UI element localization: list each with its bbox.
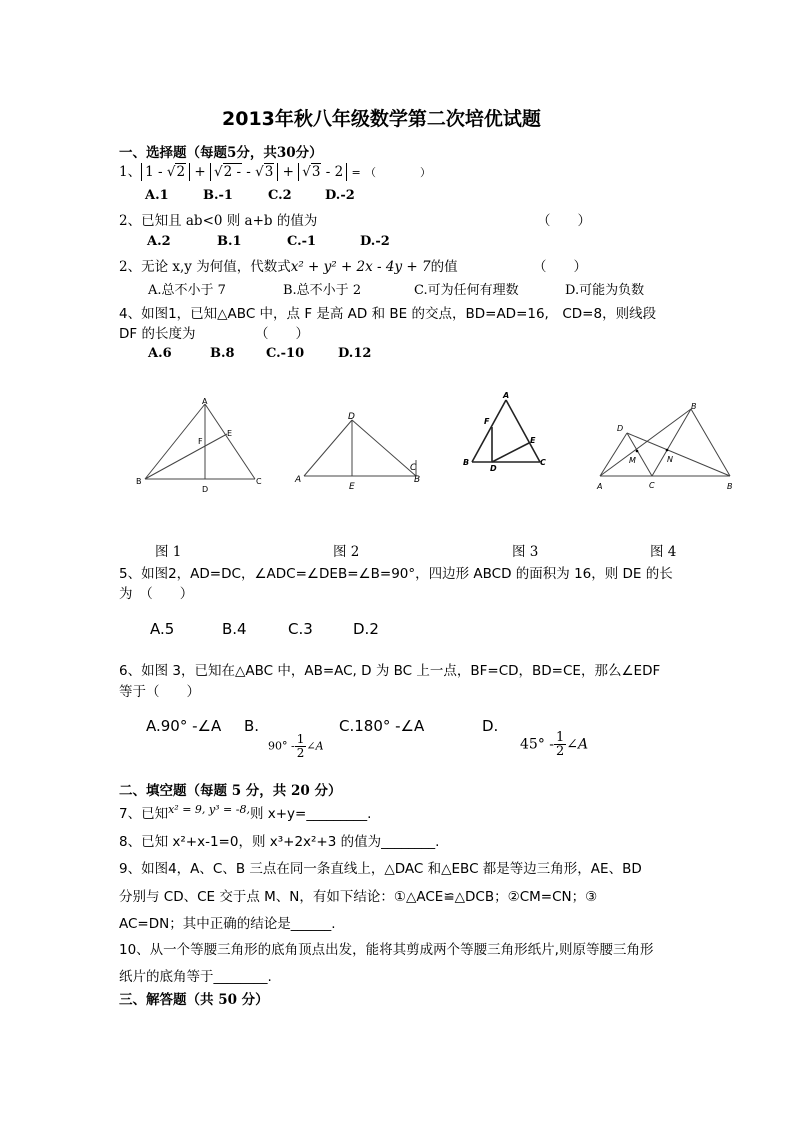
q3-option-a: A.总不小于 7 xyxy=(148,283,226,298)
q6-option-c: C.180° -∠A xyxy=(339,717,425,735)
question-9-line1: 9、如图4，A、C、B 三点在同一条直线上，△DAC 和△EBC 都是等边三角形，AE、BD xyxy=(119,861,642,877)
q1-option-b: B.-1 xyxy=(203,188,233,203)
q2-option-a: A.2 xyxy=(147,234,171,249)
section-answer-heading: 三、解答题（共 50 分） xyxy=(119,992,269,1008)
svg-text:M: M xyxy=(629,456,636,465)
svg-text:E: E xyxy=(530,436,536,445)
question-10-line1: 10、从一个等腰三角形的底角顶点出发，能将其剪成两个等腰三角形纸片,则原等腰三角形 xyxy=(119,942,654,958)
q6-option-d-expr: 45° - $\frac{1}{2}$ ∠A xyxy=(520,730,589,759)
svg-text:F: F xyxy=(484,417,490,426)
svg-text:E: E xyxy=(349,482,355,492)
q2-answer-paren: （ ） xyxy=(537,213,591,229)
svg-text:C: C xyxy=(256,477,262,486)
q4-answer-paren: （ ） xyxy=(255,326,309,342)
svg-text:B: B xyxy=(727,482,733,491)
q3-option-d: D.可能为负数 xyxy=(565,283,645,298)
q2-option-b: B.1 xyxy=(217,234,242,249)
question-2: 2、已知且 ab<0 则 a+b 的值为 xyxy=(119,213,318,229)
figure-4 xyxy=(590,396,740,496)
question-9-line2: 分别与 CD、CE 交于点 M、N，有如下结论：①△ACE≌△DCB；②CM=CN；③ xyxy=(119,889,598,905)
q3-answer-paren: （ ） xyxy=(533,259,587,275)
q2-option-c: C.-1 xyxy=(287,234,317,249)
svg-text:D: D xyxy=(348,412,355,422)
q6-option-a: A.90° -∠A xyxy=(146,717,222,735)
q6-option-b-label: B. xyxy=(244,717,260,735)
question-4-line1: 4、如图1，已知△ABC 中，点 F 是高 AD 和 BE 的交点，BD=AD=16, CD=8，则线段 xyxy=(119,306,657,322)
q6-option-d-label: D. xyxy=(482,717,499,735)
svg-text:C: C xyxy=(410,463,417,473)
q4-option-a: A.6 xyxy=(148,346,172,361)
question-3: 2、无论 x,y 为何值，代数式x² + y² + 2x - 4y + 7的值 xyxy=(119,259,458,275)
section-fill-heading: 二、填空题（每题 5 分，共 20 分） xyxy=(119,783,342,799)
question-10-line2: 纸片的底角等于________. xyxy=(119,969,272,985)
q4-option-d: D.12 xyxy=(338,346,372,361)
q6-option-b-expr: 90° - $\frac{1}{2}$ ∠A xyxy=(268,732,324,760)
svg-text:D: D xyxy=(617,424,624,433)
question-6-line1: 6、如图 3，已知在△ABC 中，AB=AC, D 为 BC 上一点，BF=CD，BD=CE，那么∠EDF xyxy=(119,663,661,679)
svg-text:E: E xyxy=(227,429,233,438)
section-choice-heading: 一、选择题（每题5分，共30分） xyxy=(119,145,323,161)
svg-text:A: A xyxy=(202,397,208,406)
svg-text:A: A xyxy=(597,482,603,491)
figure-3 xyxy=(456,388,556,476)
svg-text:B: B xyxy=(463,458,470,467)
svg-text:D: D xyxy=(202,485,209,494)
figure-2-caption: 图 2 xyxy=(333,544,360,560)
question-1: 1、 1 - √2 + √2 - - √3 + √3 - 2 = （ ） xyxy=(119,164,432,180)
svg-text:A: A xyxy=(295,475,302,485)
q1-option-d: D.-2 xyxy=(325,188,355,203)
svg-text:C: C xyxy=(540,458,546,467)
q5-option-a: A.5 xyxy=(150,620,175,638)
question-4-line2: DF 的长度为 xyxy=(119,326,196,342)
q1-option-a: A.1 xyxy=(145,188,169,203)
question-8: 8、已知 x²+x-1=0，则 x³+2x²+3 的值为________. xyxy=(119,834,440,850)
question-number: 1、 xyxy=(119,164,142,180)
q4-option-c: C.-10 xyxy=(266,346,305,361)
figure-1-caption: 图 1 xyxy=(155,544,182,560)
svg-text:D: D xyxy=(490,464,497,473)
svg-text:B: B xyxy=(691,402,697,411)
question-6-line2: 等于（ ） xyxy=(119,684,200,700)
abs-term-3: √3 - 2 xyxy=(298,163,347,181)
q3-option-c: C.可为任何有理数 xyxy=(414,283,519,298)
figure-1 xyxy=(128,394,268,498)
question-9-line3: AC=DN；其中正确的结论是______. xyxy=(119,916,336,932)
q5-option-b: B.4 xyxy=(222,620,247,638)
abs-term-1: 1 - √2 xyxy=(141,163,190,181)
svg-text:B: B xyxy=(414,475,421,485)
abs-term-2: √2 - - √3 xyxy=(210,163,278,181)
q5-option-c: C.3 xyxy=(288,620,313,638)
svg-text:A: A xyxy=(503,391,510,400)
figure-2 xyxy=(290,408,430,498)
q1-option-c: C.2 xyxy=(268,188,292,203)
q3-option-b: B.总不小于 2 xyxy=(283,283,362,298)
q2-option-d: D.-2 xyxy=(360,234,390,249)
svg-text:B: B xyxy=(136,477,142,486)
q4-option-b: B.8 xyxy=(210,346,235,361)
svg-text:F: F xyxy=(198,437,203,446)
question-5-line1: 5、如图2，AD=DC，∠ADC=∠DEB=∠B=90°，四边形 ABCD 的面积为 16，则 DE 的长 xyxy=(119,566,673,582)
question-5-line2: 为 （ ） xyxy=(119,586,194,602)
question-7: 7、已知$^{x^2 = 9, y^3 = -8,}$则 x+y=_________. xyxy=(119,803,372,822)
page-title: 2013年秋八年级数学第二次培优试题 xyxy=(222,108,541,130)
svg-text:C: C xyxy=(649,481,655,490)
figure-3-caption: 图 3 xyxy=(512,544,539,560)
q5-option-d: D.2 xyxy=(353,620,379,638)
figure-4-caption: 图 4 xyxy=(650,544,677,560)
svg-text:N: N xyxy=(667,455,673,464)
